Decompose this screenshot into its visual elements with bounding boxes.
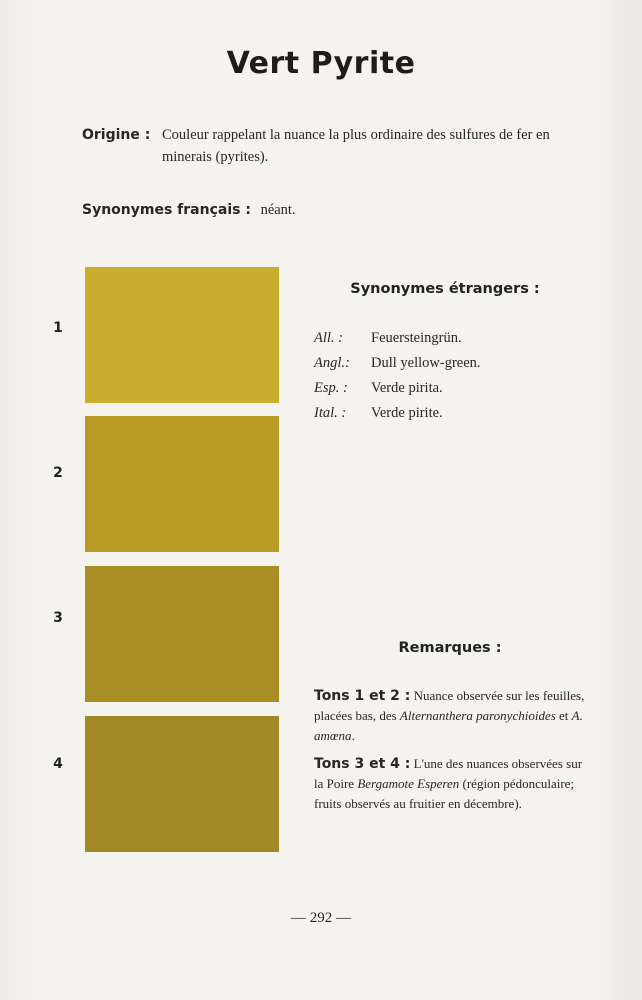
synonymes-francais-value: néant. [260,202,296,218]
synonym-row [314,376,574,401]
synonym-lang: Ital. : [314,405,347,421]
origine-label: Origine : [82,127,151,143]
color-swatch-3 [85,566,279,702]
remark-tons-3-4 [314,754,586,814]
synonym-lang: All. : [314,330,344,346]
remarques-heading: Remarques : [398,640,502,656]
remark-tons-1-2 [314,686,586,746]
synonym-value: Feuersteingrün. [371,330,462,346]
remark-text: . [351,728,355,743]
swatch-number-3: 3 [53,610,63,626]
synonym-lang: Angl.: [314,355,350,371]
swatch-number-4: 4 [53,756,63,772]
remark-species: Alternanthera paronychioides [399,708,556,723]
remark-text: (région pédonculaire; fruits observés au fruitier en décembre). [314,776,575,811]
swatch-number-2: 2 [53,465,63,481]
synonym-row [314,351,574,376]
color-swatch-2 [85,416,279,552]
remark-text: L'une des nuances observées sur la Poire [314,756,583,791]
remark-species: A. amœna [314,708,583,743]
origine-paragraph [82,124,592,165]
synonym-value: Verde pirita. [371,380,443,396]
origine-text: Couleur rappelant la nuance la plus ordinaire des sulfures de fer en minerais (pyrites). [162,127,550,165]
remark-text: Nuance observée sur les feuilles, placées bas, des [314,688,585,723]
synonymes-francais-label: Synonymes français : [82,202,251,218]
synonym-lang: Esp. : [314,380,348,396]
remark-variety: Bergamote Esperen [357,776,460,791]
remark-head: Tons 3 et 4 : [314,756,411,772]
synonym-row [314,326,574,351]
color-swatch-1 [85,267,279,403]
page-number: — 292 — [291,910,351,926]
remark-head: Tons 1 et 2 : [314,688,411,704]
synonymes-etrangers-heading: Synonymes étrangers : [350,281,540,297]
synonym-value: Verde pirite. [371,405,443,421]
page-title: Vert Pyrite [226,46,416,81]
synonymes-francais [82,202,296,219]
remark-text: et [559,708,569,723]
synonym-row [314,401,574,426]
synonymes-etrangers-list [314,326,574,426]
swatch-number-1: 1 [53,320,63,336]
synonym-value: Dull yellow-green. [371,355,481,371]
color-swatch-4 [85,716,279,852]
